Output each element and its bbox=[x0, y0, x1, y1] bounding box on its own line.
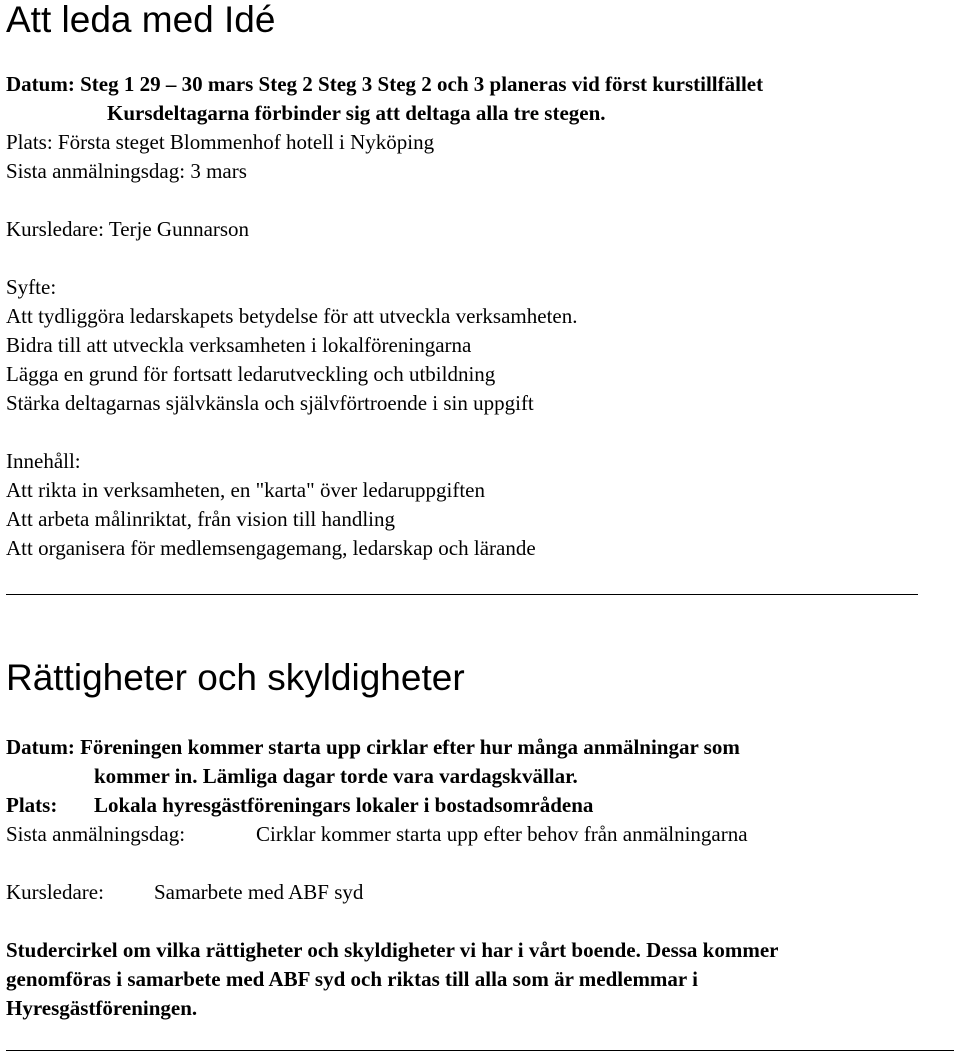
plats-line: Plats: Första steget Blommenhof hotell i Nyköping bbox=[6, 130, 435, 154]
description-line: genomföras i samarbete med ABF syd och riktas till alla som är medlemmar i bbox=[6, 967, 698, 991]
syfte-item: Bidra till att utveckla verksamheten i lokalföreningarna bbox=[6, 333, 472, 357]
section-title-rattigheter-och-skyldigheter: Rättigheter och skyldigheter bbox=[6, 657, 465, 698]
kursledare-label: Kursledare: bbox=[6, 880, 104, 904]
bottom-divider bbox=[6, 1050, 954, 1051]
datum-value: Steg 1 29 – 30 mars Steg 2 Steg 3 Steg 2 och 3 planeras vid först kurstillfället bbox=[80, 72, 764, 96]
plats-value: Lokala hyresgästföreningars lokaler i bostadsområdena bbox=[94, 793, 594, 817]
plats-line bbox=[6, 791, 57, 820]
datum-line-2: Kursdeltagarna förbinder sig att deltaga alla tre stegen. bbox=[107, 101, 606, 125]
datum-value: Föreningen kommer starta upp cirklar efter hur många anmälningar som bbox=[80, 735, 740, 759]
kursledare-value: Samarbete med ABF syd bbox=[154, 880, 364, 904]
syfte-item: Lägga en grund för fortsatt ledarutveckling och utbildning bbox=[6, 362, 496, 386]
innehall-item: Att arbeta målinriktat, från vision till handling bbox=[6, 507, 395, 531]
datum-label: Datum: bbox=[6, 72, 75, 96]
datum-line-2: kommer in. Lämliga dagar torde vara vardagskvällar. bbox=[94, 764, 578, 788]
innehall-item: Att organisera för medlemsengagemang, ledarskap och lärande bbox=[6, 536, 536, 560]
datum-line-1 bbox=[6, 70, 763, 99]
sista-anmalningsdag-value: Cirklar kommer starta upp efter behov från anmälningarna bbox=[256, 822, 748, 846]
plats-label: Plats: bbox=[6, 793, 58, 817]
sista-anmalningsdag-line: Sista anmälningsdag: 3 mars bbox=[6, 159, 247, 183]
kursledare-line: Kursledare: Terje Gunnarson bbox=[6, 217, 250, 241]
section-title-att-leda-med-ide: Att leda med Idé bbox=[6, 0, 276, 40]
description-line: Studercirkel om vilka rättigheter och skyldigheter vi har i vårt boende. Dessa kommer bbox=[6, 938, 779, 962]
innehall-item: Att rikta in verksamheten, en "karta" över ledaruppgiften bbox=[6, 478, 485, 502]
syfte-label: Syfte: bbox=[6, 275, 57, 299]
section-divider bbox=[6, 594, 918, 595]
syfte-item: Stärka deltagarnas självkänsla och självförtroende i sin uppgift bbox=[6, 391, 534, 415]
innehall-label: Innehåll: bbox=[6, 449, 81, 473]
datum-label: Datum: bbox=[6, 735, 75, 759]
datum-line-1 bbox=[6, 733, 740, 762]
syfte-item: Att tydliggöra ledarskapets betydelse för att utveckla verksamheten. bbox=[6, 304, 578, 328]
sista-anmalningsdag-label: Sista anmälningsdag: bbox=[6, 822, 186, 846]
description-line: Hyresgästföreningen. bbox=[6, 996, 198, 1020]
